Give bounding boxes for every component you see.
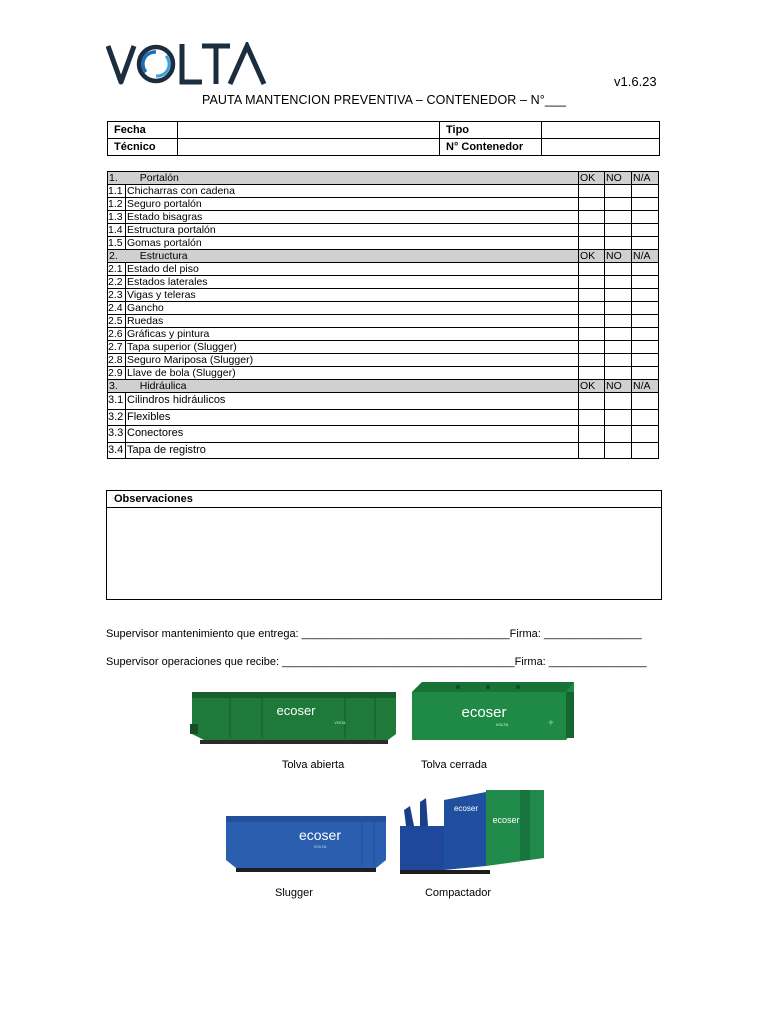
item-number: 2.4 xyxy=(108,302,126,315)
container-brand-2: ecoser xyxy=(492,815,520,825)
tecnico-label: Técnico xyxy=(108,139,178,156)
checklist-row xyxy=(108,315,659,328)
section-header xyxy=(108,250,659,263)
checkbox-ok[interactable] xyxy=(579,354,605,367)
checkbox-ok[interactable] xyxy=(579,185,605,198)
checklist-row xyxy=(108,276,659,289)
container-brand: ecoser xyxy=(453,804,479,813)
item-number: 2.5 xyxy=(108,315,126,328)
checklist-row xyxy=(108,341,659,354)
checkbox-no[interactable] xyxy=(605,367,632,380)
tolva-cerrada-image xyxy=(408,680,578,744)
maintenance-checklist xyxy=(107,171,659,459)
checkbox-ok[interactable] xyxy=(579,276,605,289)
caption-tolva-cerrada: Tolva cerrada xyxy=(420,759,488,771)
checkbox-no[interactable] xyxy=(605,185,632,198)
contenedor-field[interactable] xyxy=(542,139,660,156)
compactador-image xyxy=(398,786,550,878)
column-header-no: NO xyxy=(605,250,632,263)
checkbox-no[interactable] xyxy=(605,198,632,211)
checkbox-na[interactable] xyxy=(632,442,659,459)
observations-label: Observaciones xyxy=(107,491,661,508)
checklist-row xyxy=(108,185,659,198)
checkbox-na[interactable] xyxy=(632,315,659,328)
checkbox-na[interactable] xyxy=(632,341,659,354)
checklist-row xyxy=(108,354,659,367)
item-number: 2.1 xyxy=(108,263,126,276)
checkbox-no[interactable] xyxy=(605,289,632,302)
column-header-no: NO xyxy=(605,380,632,393)
checkbox-na[interactable] xyxy=(632,224,659,237)
item-number: 3.4 xyxy=(108,442,126,459)
item-label: Estructura portalón xyxy=(126,224,579,237)
section-label: Portalón xyxy=(139,172,179,184)
checkbox-no[interactable] xyxy=(605,224,632,237)
checkbox-na[interactable] xyxy=(632,409,659,426)
checkbox-ok[interactable] xyxy=(579,442,605,459)
checklist-row xyxy=(108,211,659,224)
contenedor-label: N° Contenedor xyxy=(440,139,542,156)
column-header-ok: OK xyxy=(579,250,605,263)
item-label: Ruedas xyxy=(126,315,579,328)
logo-ring-icon xyxy=(139,47,173,81)
checkbox-ok[interactable] xyxy=(579,315,605,328)
item-label: Seguro Mariposa (Slugger) xyxy=(126,354,579,367)
item-label: Gráficas y pintura xyxy=(126,328,579,341)
section-label: Hidráulica xyxy=(139,380,187,392)
checkbox-ok[interactable] xyxy=(579,289,605,302)
checkbox-na[interactable] xyxy=(632,263,659,276)
checkbox-na[interactable] xyxy=(632,237,659,250)
checkbox-no[interactable] xyxy=(605,237,632,250)
section-title xyxy=(108,250,579,263)
version-label: v1.6.23 xyxy=(614,74,657,89)
caption-slugger: Slugger xyxy=(275,887,313,899)
checkbox-na[interactable] xyxy=(632,185,659,198)
checkbox-ok[interactable] xyxy=(579,302,605,315)
checkbox-no[interactable] xyxy=(605,328,632,341)
checklist-row xyxy=(108,393,659,410)
checkbox-na[interactable] xyxy=(632,198,659,211)
item-number: 1.5 xyxy=(108,237,126,250)
checkbox-ok[interactable] xyxy=(579,263,605,276)
item-number: 1.2 xyxy=(108,198,126,211)
tipo-field[interactable] xyxy=(542,122,660,139)
checkbox-na[interactable] xyxy=(632,289,659,302)
checklist-row xyxy=(108,263,659,276)
checkbox-ok[interactable] xyxy=(579,211,605,224)
checkbox-ok[interactable] xyxy=(579,393,605,410)
column-header-na: N/A xyxy=(632,380,659,393)
section-title xyxy=(108,380,579,393)
item-number: 2.9 xyxy=(108,367,126,380)
checkbox-na[interactable] xyxy=(632,211,659,224)
container-sub: VOLTA xyxy=(313,844,327,849)
section-title xyxy=(108,172,579,185)
section-number: 3. xyxy=(109,380,118,392)
item-number: 2.2 xyxy=(108,276,126,289)
slugger-image xyxy=(222,810,390,876)
checkbox-ok[interactable] xyxy=(579,328,605,341)
item-number: 2.6 xyxy=(108,328,126,341)
checkbox-ok[interactable] xyxy=(579,198,605,211)
signature-entrega: Supervisor mantenimiento que entrega: __________________________________Firma: ________________ xyxy=(106,628,642,640)
checkbox-ok[interactable] xyxy=(579,426,605,443)
checkbox-no[interactable] xyxy=(605,263,632,276)
caption-compactador: Compactador xyxy=(424,887,492,899)
checkbox-no[interactable] xyxy=(605,302,632,315)
checkbox-na[interactable] xyxy=(632,276,659,289)
checkbox-no[interactable] xyxy=(605,393,632,410)
signature-recibe: Supervisor operaciones que recibe: ______________________________________Firma: ________________ xyxy=(106,656,647,668)
checkbox-ok[interactable] xyxy=(579,341,605,354)
item-number: 2.3 xyxy=(108,289,126,302)
checkbox-na[interactable] xyxy=(632,302,659,315)
checkbox-na[interactable] xyxy=(632,393,659,410)
checkbox-no[interactable] xyxy=(605,409,632,426)
section-header xyxy=(108,172,659,185)
item-label: Conectores xyxy=(126,426,579,443)
column-header-ok: OK xyxy=(579,172,605,185)
item-label: Estado bisagras xyxy=(126,211,579,224)
item-number: 1.4 xyxy=(108,224,126,237)
checklist-row xyxy=(108,442,659,459)
item-number: 3.1 xyxy=(108,393,126,410)
observations-box xyxy=(106,490,662,600)
section-number: 2. xyxy=(109,250,118,262)
container-sub: VOLTA xyxy=(334,721,346,725)
volta-logo xyxy=(106,42,268,88)
item-number: 1.1 xyxy=(108,185,126,198)
checklist-row xyxy=(108,237,659,250)
column-header-na: N/A xyxy=(632,172,659,185)
checklist-row xyxy=(108,409,659,426)
checkbox-na[interactable] xyxy=(632,426,659,443)
column-header-ok: OK xyxy=(579,380,605,393)
checklist-row xyxy=(108,224,659,237)
container-brand: ecoser xyxy=(461,704,507,721)
column-header-na: N/A xyxy=(632,250,659,263)
svg-text:+: + xyxy=(548,718,554,729)
checkbox-na[interactable] xyxy=(632,354,659,367)
info-table xyxy=(107,121,660,156)
fecha-field[interactable] xyxy=(178,122,440,139)
checklist-row xyxy=(108,426,659,443)
checkbox-no[interactable] xyxy=(605,276,632,289)
caption-tolva-abierta: Tolva abierta xyxy=(281,759,345,771)
observations-field[interactable] xyxy=(107,508,661,599)
checklist-row xyxy=(108,198,659,211)
section-header xyxy=(108,380,659,393)
checklist-row xyxy=(108,289,659,302)
checkbox-ok[interactable] xyxy=(579,224,605,237)
checkbox-no[interactable] xyxy=(605,354,632,367)
checkbox-no[interactable] xyxy=(605,341,632,354)
item-number: 2.8 xyxy=(108,354,126,367)
item-label: Estado del piso xyxy=(126,263,579,276)
checkbox-na[interactable] xyxy=(632,367,659,380)
checkbox-no[interactable] xyxy=(605,426,632,443)
checkbox-no[interactable] xyxy=(605,211,632,224)
checkbox-no[interactable] xyxy=(605,442,632,459)
checkbox-ok[interactable] xyxy=(579,409,605,426)
tipo-label: Tipo xyxy=(440,122,542,139)
document-title: PAUTA MANTENCION PREVENTIVA – CONTENEDOR – N°___ xyxy=(201,93,567,107)
checklist-row xyxy=(108,367,659,380)
item-label: Estados laterales xyxy=(126,276,579,289)
item-label: Gomas portalón xyxy=(126,237,579,250)
checklist-row xyxy=(108,302,659,315)
checkbox-na[interactable] xyxy=(632,328,659,341)
item-label: Flexibles xyxy=(126,409,579,426)
tecnico-field[interactable] xyxy=(178,139,440,156)
checkbox-ok[interactable] xyxy=(579,367,605,380)
checkbox-ok[interactable] xyxy=(579,237,605,250)
item-label: Tapa de registro xyxy=(126,442,579,459)
item-number: 1.3 xyxy=(108,211,126,224)
item-number: 3.2 xyxy=(108,409,126,426)
section-number: 1. xyxy=(109,172,118,184)
container-brand: ecoser xyxy=(276,703,316,718)
item-label: Tapa superior (Slugger) xyxy=(126,341,579,354)
section-label: Estructura xyxy=(139,250,188,262)
checkbox-no[interactable] xyxy=(605,315,632,328)
column-header-no: NO xyxy=(605,172,632,185)
item-label: Gancho xyxy=(126,302,579,315)
item-label: Seguro portalón xyxy=(126,198,579,211)
container-brand: ecoser xyxy=(298,827,342,843)
container-sub: VOLTA xyxy=(495,722,509,727)
item-number: 2.7 xyxy=(108,341,126,354)
item-label: Vigas y teleras xyxy=(126,289,579,302)
item-number: 3.3 xyxy=(108,426,126,443)
checklist-row xyxy=(108,328,659,341)
item-label: Cilindros hidráulicos xyxy=(126,393,579,410)
item-label: Chicharras con cadena xyxy=(126,185,579,198)
fecha-label: Fecha xyxy=(108,122,178,139)
tolva-abierta-image xyxy=(190,688,400,746)
item-label: Llave de bola (Slugger) xyxy=(126,367,579,380)
